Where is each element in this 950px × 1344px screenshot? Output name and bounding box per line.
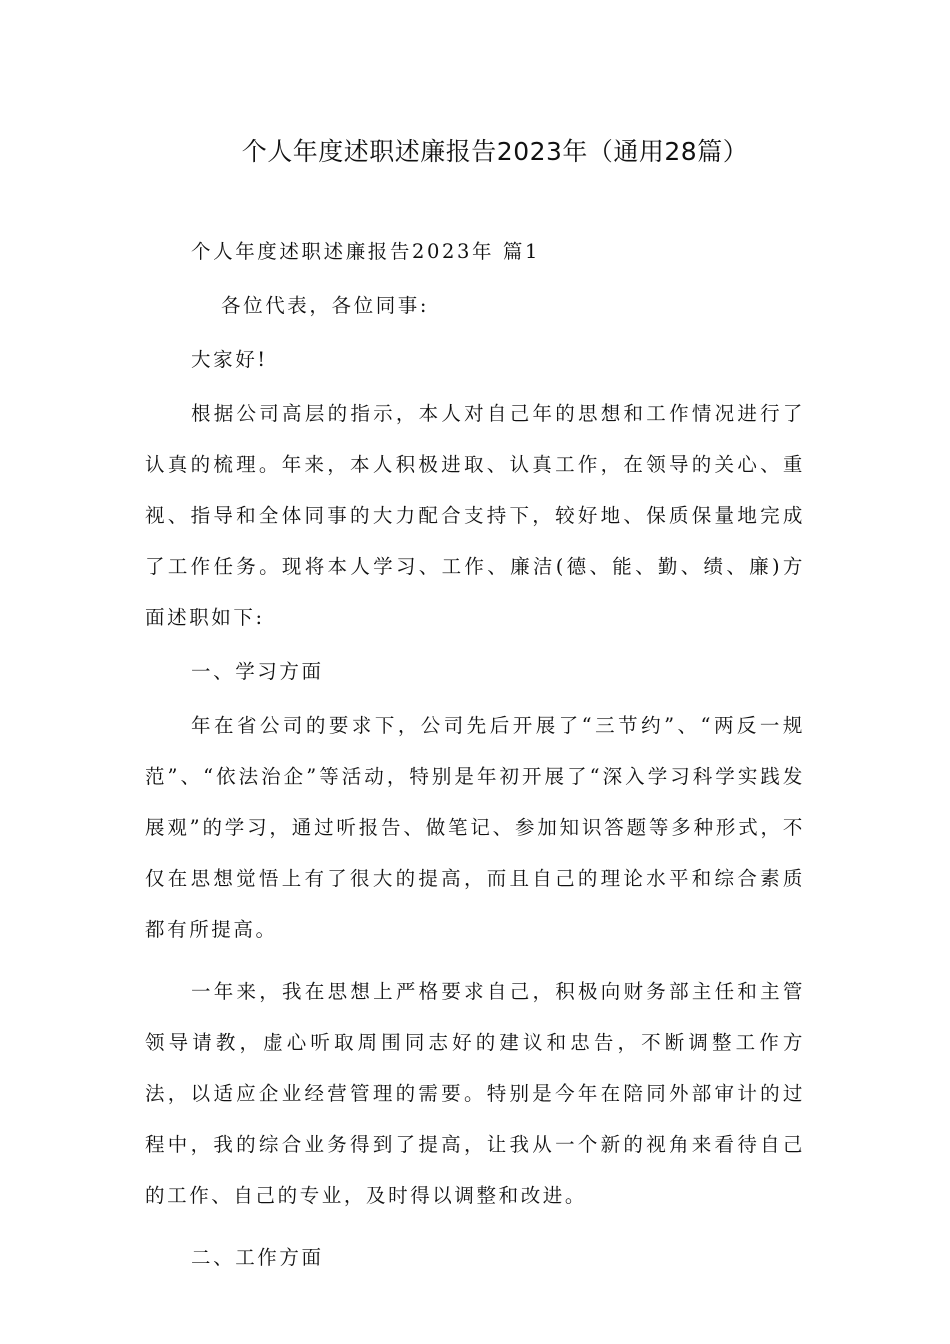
work-heading: 二、工作方面 (191, 1246, 324, 1269)
salutation: 各位代表，各位同事: (221, 294, 430, 317)
study-heading: 一、学习方面 (191, 660, 324, 683)
greeting: 大家好! (191, 348, 268, 371)
paragraph-study-2: 一年来，我在思想上严格要求自己，积极向财务部主任和主管领导请教，虚心听取周围同志好的建议和忠告，不断调整工作方法，以适应企业经营管理的需要。特别是今年在陪同外部审计的过程中，我的综合业务得到了提高，让我从一个新的视角来看待自己的工作、自己的专业，及时得以调整和改进。 (145, 980, 805, 1207)
document-body (145, 226, 805, 1283)
document-title: 个人年度述职述廉报告2023年（通用28篇） (241, 137, 749, 166)
paragraph-intro: 根据公司高层的指示，本人对自己年的思想和工作情况进行了认真的梳理。年来，本人积极进取、认真工作，在领导的关心、重视、指导和全体同事的大力配合支持下，较好地、保质保量地完成了工作任务。现将本人学习、工作、廉洁(德、能、勤、绩、廉)方面述职如下: (145, 402, 805, 629)
paragraph-study-1: 年在省公司的要求下，公司先后开展了“三节约”、“两反一规范”、“依法治企”等活动，特别是年初开展了“深入学习科学实践发展观”的学习，通过听报告、做笔记、参加知识答题等多种形式，不仅在思想觉悟上有了很大的提高，而且自己的理论水平和综合素质都有所提高。 (145, 714, 805, 941)
section-heading: 个人年度述职述廉报告2023年 篇1 (191, 240, 541, 263)
